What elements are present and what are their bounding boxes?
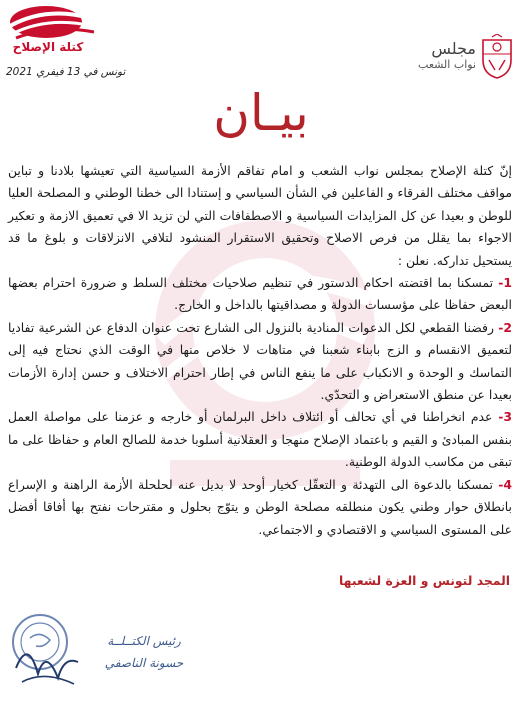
- point-text: رفضنا القطعي لكل الدعوات المنادية بالنزول الى الشارع تحت عنوان الدفاع عن الشرعية تفاديا لتعميق الانقسام و الزج بابناء شعبنا في متاهات لا خلاص منها في الوقت الذي نحتاج فيه إلى التماسك و الوحدة و الانكباب على ما ينفع الناس في إطار احترام الاختلاف و حسن إدارة الأزمات بعيدا عن منطق الاستعراض و التحدّي.: [8, 319, 512, 403]
- signature-block: [84, 630, 204, 674]
- point-text: عدم انخراطنا في أي تحالف أو ائتلاف داخل البرلمان أو خارجه و عزمنا على مواصلة العمل بنفس المبادئ و القيم و باعتماد الإصلاح منهجا و العقلانية أسلوبا خدمة للصالح العام و حفاظا على ما تبقى من مكاسب الدولة الوطنية.: [8, 409, 512, 470]
- point-3: [8, 406, 512, 473]
- point-2: [8, 317, 512, 407]
- point-number: 4-: [498, 476, 512, 492]
- tunisia-emblem-icon: [480, 34, 514, 80]
- closing-slogan: المجد لتونس و العزة لشعبها: [339, 573, 510, 588]
- point-number: 1-: [498, 275, 512, 291]
- parliament-line2: نواب الشعب: [418, 58, 476, 71]
- point-text: تمسكنا بما اقتضته احكام الدستور في تنظيم صلاحيات مختلف السلط و ضرورة احترام بعضها البعض حفاظا على مؤسسات الدولة و مصداقيتها بالداخل و الخارج.: [8, 275, 512, 313]
- intro-paragraph: إنّ كتلة الإصلاح بمجلس نواب الشعب و امام تفاقم الأزمة السياسية التي تعيشها بلادنا و تباين مواقف مختلف الفرقاء و الفاعلين في الشأن السياسي و إستنادا الى خطنا الوطني و المصلحة العليا للوطن و بعيدا عن كل المزايدات السياسية و الاصطفافات التي لن تزيد الا في تعميق الازمة و تعكير الاجواء بما يقلل من فرص الاصلاح وتحقيق الاستقرار المنشود لتلافي الانزلاقات و بلوغ ما قد يستحيل تداركه. نعلن :: [8, 163, 512, 268]
- document-date: تونس في 13 فيفري 2021: [6, 66, 126, 78]
- bloc-logo-icon: [6, 4, 98, 64]
- statement-body: [8, 160, 512, 541]
- parliament-line1: مجلس: [431, 39, 476, 58]
- point-4: [8, 474, 512, 541]
- point-1: [8, 272, 512, 317]
- parliament-name: [418, 40, 476, 72]
- official-stamp-icon: [8, 608, 84, 692]
- page-title: بيـان: [213, 84, 309, 142]
- point-number: 2-: [498, 319, 512, 335]
- signatory-name: حسونة الناصفي: [104, 656, 184, 670]
- point-number: 3-: [498, 409, 512, 425]
- bloc-logo-text: كتلة الإصلاح: [12, 40, 84, 54]
- point-text: تمسكنا بالدعوة الى التهدئة و التعقّل كخيار أوحد لا بديل عنه لحلحلة الأزمة الراهنة و الإسراع بانطلاق حوار وطني يكون منطلقه مصلحة الوطن و يتوّج بحلول و مقترحات نفتح بها أفاقا أفضل على المستوى السياسي و الاقتصادي و الاجتماعي.: [8, 476, 512, 537]
- signatory-title: رئيس الكتــلــة: [107, 634, 181, 648]
